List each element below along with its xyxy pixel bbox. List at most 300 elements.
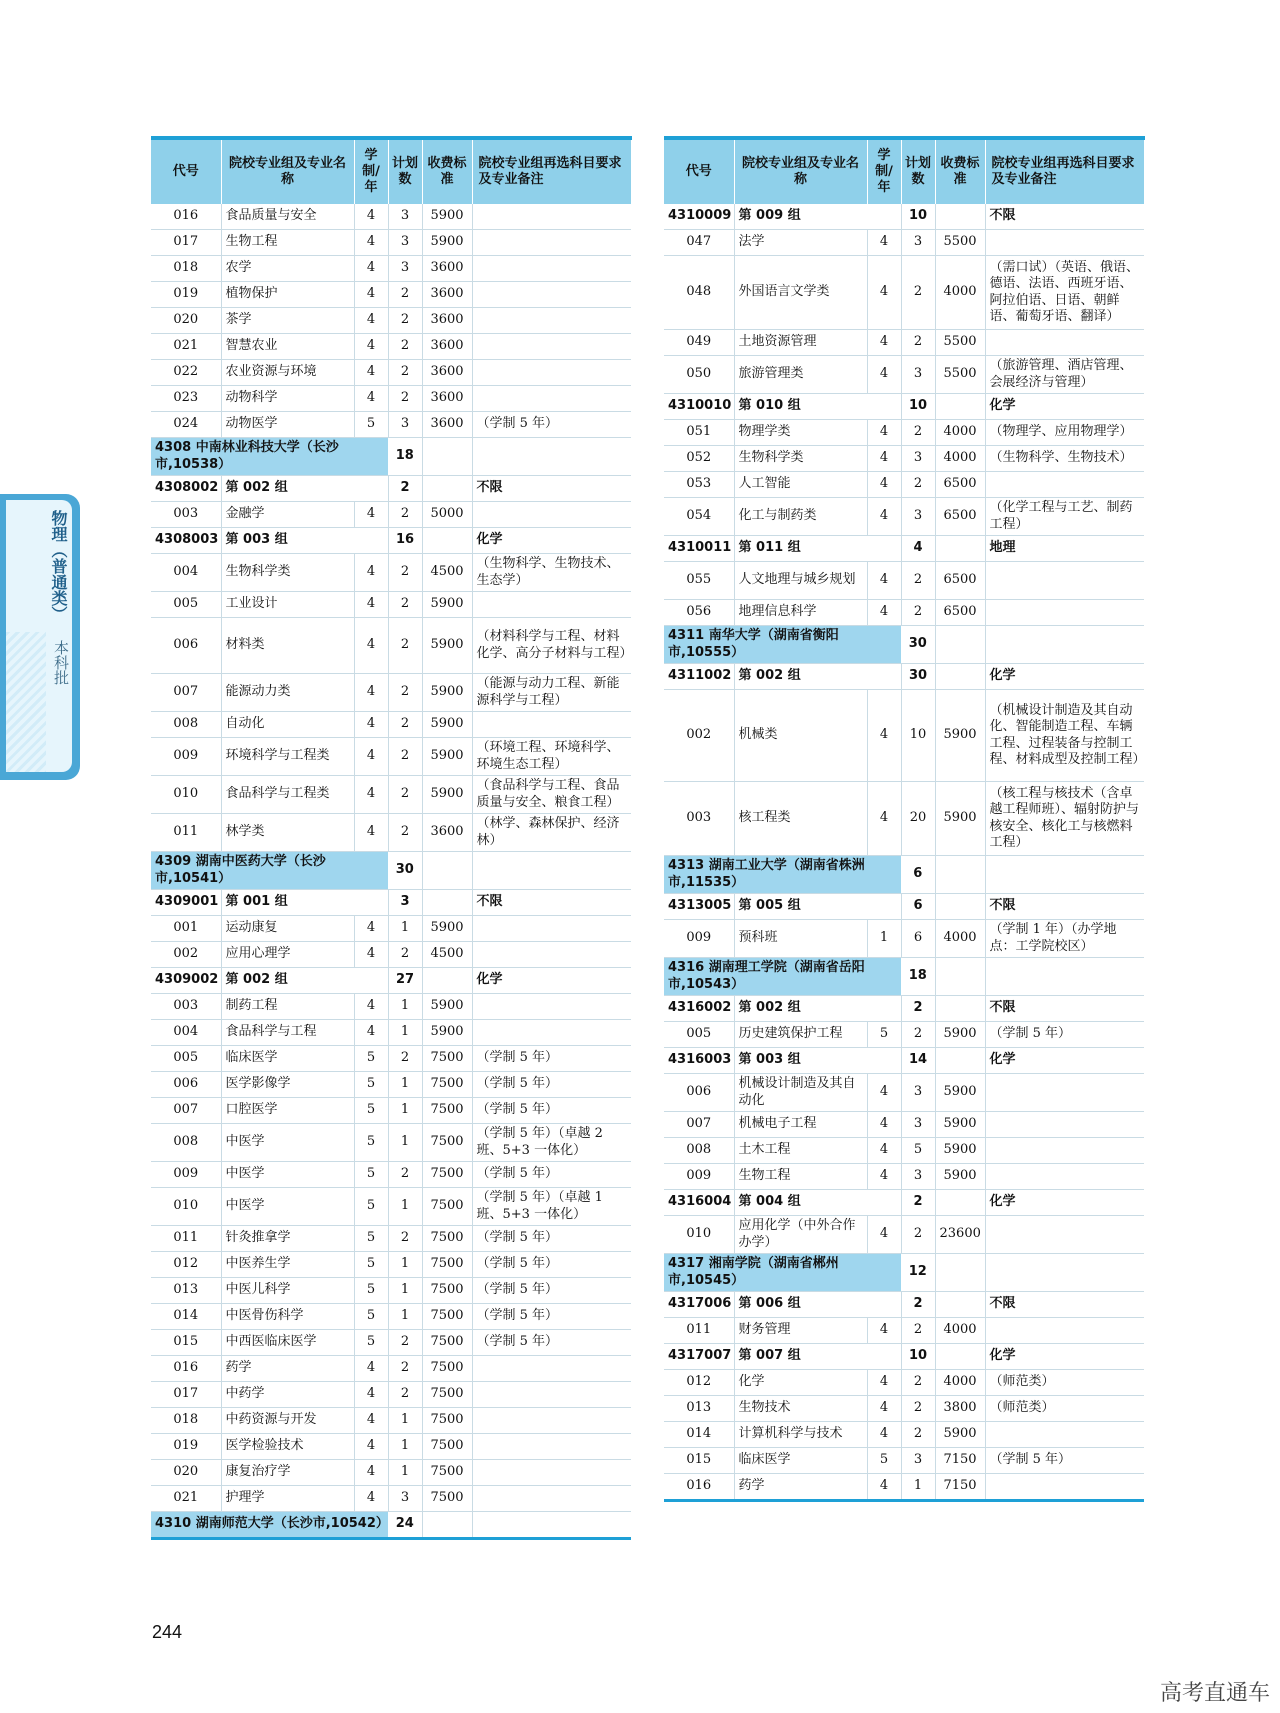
group-subject-requirement: 不限 bbox=[472, 476, 631, 502]
major-name: 中药学 bbox=[221, 1382, 354, 1408]
university-plan: 24 bbox=[388, 1512, 422, 1539]
major-fee: 5900 bbox=[422, 618, 472, 674]
major-years: 4 bbox=[867, 1216, 901, 1254]
major-code: 012 bbox=[664, 1370, 734, 1396]
major-plan: 2 bbox=[901, 1216, 935, 1254]
major-years: 5 bbox=[354, 1330, 388, 1356]
major-name: 化工与制药类 bbox=[734, 498, 867, 536]
major-name: 机械电子工程 bbox=[734, 1112, 867, 1138]
empty-cell bbox=[422, 1512, 472, 1539]
group-plan: 2 bbox=[901, 1292, 935, 1318]
major-plan: 2 bbox=[901, 1396, 935, 1422]
major-plan: 2 bbox=[388, 1046, 422, 1072]
major-note: （学制 5 年） bbox=[472, 1304, 631, 1330]
major-row bbox=[151, 308, 631, 334]
major-code: 053 bbox=[664, 472, 734, 498]
group-name: 第 002 组 bbox=[221, 476, 388, 502]
major-years: 5 bbox=[354, 1072, 388, 1098]
group-code: 4308002 bbox=[151, 476, 221, 502]
major-years: 4 bbox=[354, 1460, 388, 1486]
major-plan: 2 bbox=[388, 360, 422, 386]
group-row bbox=[151, 528, 631, 554]
left-admission-table bbox=[151, 136, 632, 1540]
major-plan: 2 bbox=[388, 814, 422, 852]
major-plan: 5 bbox=[901, 1138, 935, 1164]
major-years: 1 bbox=[867, 920, 901, 958]
university-plan: 18 bbox=[901, 958, 935, 996]
major-row bbox=[151, 1124, 631, 1162]
major-plan: 1 bbox=[388, 1460, 422, 1486]
major-name: 旅游管理类 bbox=[734, 356, 867, 394]
side-tab-hatch bbox=[6, 632, 46, 772]
major-name: 财务管理 bbox=[734, 1318, 867, 1344]
major-name: 土地资源管理 bbox=[734, 330, 867, 356]
major-note bbox=[472, 282, 631, 308]
major-years: 5 bbox=[354, 1188, 388, 1226]
major-plan: 2 bbox=[388, 1330, 422, 1356]
group-row bbox=[664, 1292, 1144, 1318]
major-fee: 7500 bbox=[422, 1226, 472, 1252]
major-years: 4 bbox=[354, 738, 388, 776]
major-plan: 10 bbox=[901, 690, 935, 782]
major-code: 014 bbox=[664, 1422, 734, 1448]
major-plan: 3 bbox=[901, 1112, 935, 1138]
major-note bbox=[472, 256, 631, 282]
major-code: 008 bbox=[151, 712, 221, 738]
university-plan: 30 bbox=[388, 852, 422, 890]
group-row bbox=[151, 476, 631, 502]
group-row bbox=[664, 1190, 1144, 1216]
major-years: 4 bbox=[354, 308, 388, 334]
empty-cell bbox=[935, 996, 985, 1022]
major-fee: 4000 bbox=[935, 1370, 985, 1396]
section-side-tab bbox=[0, 494, 80, 780]
group-plan: 2 bbox=[388, 476, 422, 502]
major-code: 015 bbox=[664, 1448, 734, 1474]
major-years: 4 bbox=[867, 446, 901, 472]
major-name: 农学 bbox=[221, 256, 354, 282]
major-row bbox=[664, 1074, 1144, 1112]
major-fee: 7500 bbox=[422, 1046, 472, 1072]
university-row bbox=[151, 1512, 631, 1539]
major-fee: 4000 bbox=[935, 256, 985, 330]
major-years: 4 bbox=[354, 1408, 388, 1434]
major-code: 047 bbox=[664, 230, 734, 256]
university-row bbox=[664, 626, 1144, 664]
major-plan: 3 bbox=[901, 1448, 935, 1474]
major-name: 外国语言文学类 bbox=[734, 256, 867, 330]
header-years: 学制/年 bbox=[354, 138, 388, 204]
major-row bbox=[664, 690, 1144, 782]
major-row bbox=[151, 256, 631, 282]
major-fee: 7500 bbox=[422, 1486, 472, 1512]
major-note bbox=[472, 592, 631, 618]
group-code: 4313005 bbox=[664, 894, 734, 920]
major-row bbox=[664, 1112, 1144, 1138]
major-code: 014 bbox=[151, 1304, 221, 1330]
major-code: 009 bbox=[664, 920, 734, 958]
major-fee: 7150 bbox=[935, 1474, 985, 1501]
group-row bbox=[664, 536, 1144, 562]
major-note: （能源与动力工程、新能源科学与工程） bbox=[472, 674, 631, 712]
major-code: 048 bbox=[664, 256, 734, 330]
major-note bbox=[985, 1474, 1144, 1501]
major-row bbox=[151, 1486, 631, 1512]
major-name: 土木工程 bbox=[734, 1138, 867, 1164]
group-subject-requirement: 不限 bbox=[985, 1292, 1144, 1318]
group-row bbox=[664, 394, 1144, 420]
major-row bbox=[151, 592, 631, 618]
major-name: 茶学 bbox=[221, 308, 354, 334]
major-row bbox=[151, 1098, 631, 1124]
major-note bbox=[472, 942, 631, 968]
major-years: 4 bbox=[354, 776, 388, 814]
major-code: 004 bbox=[151, 1020, 221, 1046]
major-name: 针灸推拿学 bbox=[221, 1226, 354, 1252]
major-years: 4 bbox=[354, 1020, 388, 1046]
major-code: 016 bbox=[664, 1474, 734, 1501]
university-row bbox=[664, 958, 1144, 996]
major-code: 012 bbox=[151, 1252, 221, 1278]
major-years: 4 bbox=[867, 1474, 901, 1501]
major-years: 5 bbox=[354, 1226, 388, 1252]
major-years: 4 bbox=[354, 994, 388, 1020]
major-name: 人工智能 bbox=[734, 472, 867, 498]
major-row bbox=[151, 618, 631, 674]
major-name: 工业设计 bbox=[221, 592, 354, 618]
major-code: 052 bbox=[664, 446, 734, 472]
empty-cell bbox=[935, 204, 985, 230]
side-tab-title: 物理（普通类） bbox=[49, 510, 68, 622]
major-plan: 1 bbox=[388, 1278, 422, 1304]
major-fee: 6500 bbox=[935, 562, 985, 600]
university-row bbox=[151, 852, 631, 890]
empty-cell bbox=[935, 1190, 985, 1216]
group-plan: 2 bbox=[901, 1190, 935, 1216]
major-row bbox=[151, 412, 631, 438]
major-code: 019 bbox=[151, 1434, 221, 1460]
empty-cell bbox=[935, 1254, 985, 1292]
major-plan: 3 bbox=[901, 230, 935, 256]
major-fee: 7500 bbox=[422, 1460, 472, 1486]
empty-cell bbox=[935, 536, 985, 562]
major-fee: 4500 bbox=[422, 554, 472, 592]
major-note bbox=[472, 1356, 631, 1382]
right-table-body bbox=[664, 204, 1144, 1501]
major-years: 4 bbox=[867, 1138, 901, 1164]
major-fee: 7500 bbox=[422, 1124, 472, 1162]
major-note bbox=[472, 1460, 631, 1486]
major-years: 4 bbox=[867, 1318, 901, 1344]
major-name: 环境科学与工程类 bbox=[221, 738, 354, 776]
major-code: 002 bbox=[151, 942, 221, 968]
major-name: 生物科学类 bbox=[221, 554, 354, 592]
major-note bbox=[985, 1074, 1144, 1112]
group-subject-requirement: 化学 bbox=[985, 664, 1144, 690]
group-subject-requirement: 不限 bbox=[472, 890, 631, 916]
major-years: 4 bbox=[354, 814, 388, 852]
group-plan: 10 bbox=[901, 394, 935, 420]
major-years: 5 bbox=[354, 1124, 388, 1162]
major-name: 预科班 bbox=[734, 920, 867, 958]
major-row bbox=[664, 498, 1144, 536]
major-code: 002 bbox=[664, 690, 734, 782]
major-name: 核工程类 bbox=[734, 782, 867, 856]
major-name: 农业资源与环境 bbox=[221, 360, 354, 386]
major-code: 013 bbox=[664, 1396, 734, 1422]
major-plan: 2 bbox=[901, 256, 935, 330]
major-fee: 4000 bbox=[935, 446, 985, 472]
major-fee: 5900 bbox=[935, 690, 985, 782]
major-years: 4 bbox=[354, 1434, 388, 1460]
major-row bbox=[664, 256, 1144, 330]
major-fee: 5000 bbox=[422, 502, 472, 528]
major-years: 4 bbox=[867, 690, 901, 782]
major-code: 003 bbox=[664, 782, 734, 856]
major-name: 药学 bbox=[734, 1474, 867, 1501]
major-plan: 2 bbox=[901, 1370, 935, 1396]
major-name: 口腔医学 bbox=[221, 1098, 354, 1124]
major-fee: 7500 bbox=[422, 1188, 472, 1226]
empty-cell bbox=[985, 1254, 1144, 1292]
major-note: （学制 1 年）（办学地点：工学院校区） bbox=[985, 920, 1144, 958]
major-plan: 2 bbox=[388, 618, 422, 674]
major-note: （学制 5 年）（卓越 2 班、5+3 一体化） bbox=[472, 1124, 631, 1162]
major-name: 计算机科学与技术 bbox=[734, 1422, 867, 1448]
group-subject-requirement: 化学 bbox=[985, 1048, 1144, 1074]
major-years: 5 bbox=[354, 412, 388, 438]
major-years: 4 bbox=[354, 256, 388, 282]
header-fee: 收费标准 bbox=[422, 138, 472, 204]
group-code: 4311002 bbox=[664, 664, 734, 690]
major-fee: 5500 bbox=[935, 330, 985, 356]
major-plan: 2 bbox=[388, 554, 422, 592]
university-name: 4317 湘南学院（湖南省郴州市,10545） bbox=[664, 1254, 901, 1292]
major-row bbox=[151, 282, 631, 308]
major-years: 4 bbox=[867, 472, 901, 498]
major-fee: 4500 bbox=[422, 942, 472, 968]
table-header-row bbox=[664, 138, 1144, 204]
major-years: 4 bbox=[354, 554, 388, 592]
university-row bbox=[664, 1254, 1144, 1292]
major-code: 056 bbox=[664, 600, 734, 626]
major-fee: 23600 bbox=[935, 1216, 985, 1254]
major-note bbox=[985, 562, 1144, 600]
major-code: 018 bbox=[151, 256, 221, 282]
major-note: （学制 5 年） bbox=[472, 1226, 631, 1252]
empty-cell bbox=[472, 1512, 631, 1539]
major-years: 4 bbox=[867, 498, 901, 536]
university-plan: 6 bbox=[901, 856, 935, 894]
group-subject-requirement: 化学 bbox=[985, 1190, 1144, 1216]
group-subject-requirement: 化学 bbox=[985, 1344, 1144, 1370]
major-note: （学制 5 年） bbox=[985, 1448, 1144, 1474]
major-note: （生物科学、生物技术） bbox=[985, 446, 1144, 472]
major-note bbox=[472, 204, 631, 230]
major-fee: 7500 bbox=[422, 1434, 472, 1460]
major-fee: 7500 bbox=[422, 1408, 472, 1434]
header-years: 学制/年 bbox=[867, 138, 901, 204]
empty-cell bbox=[935, 1048, 985, 1074]
major-row bbox=[151, 1252, 631, 1278]
major-code: 007 bbox=[151, 674, 221, 712]
major-fee: 5900 bbox=[935, 1422, 985, 1448]
major-code: 008 bbox=[664, 1138, 734, 1164]
group-plan: 6 bbox=[901, 894, 935, 920]
major-years: 4 bbox=[354, 360, 388, 386]
major-plan: 3 bbox=[901, 1164, 935, 1190]
major-code: 005 bbox=[151, 592, 221, 618]
major-fee: 5900 bbox=[422, 712, 472, 738]
group-plan: 30 bbox=[901, 664, 935, 690]
major-plan: 1 bbox=[388, 1434, 422, 1460]
group-row bbox=[664, 996, 1144, 1022]
major-name: 机械类 bbox=[734, 690, 867, 782]
major-row bbox=[664, 1022, 1144, 1048]
major-note bbox=[985, 1164, 1144, 1190]
major-note: （材料科学与工程、材料化学、高分子材料与工程） bbox=[472, 618, 631, 674]
major-note bbox=[472, 1382, 631, 1408]
header-plan: 计划数 bbox=[388, 138, 422, 204]
major-code: 016 bbox=[151, 1356, 221, 1382]
major-years: 4 bbox=[867, 1396, 901, 1422]
group-name: 第 005 组 bbox=[734, 894, 901, 920]
major-fee: 7500 bbox=[422, 1304, 472, 1330]
major-note bbox=[472, 1434, 631, 1460]
major-note bbox=[472, 1408, 631, 1434]
major-name: 中药资源与开发 bbox=[221, 1408, 354, 1434]
group-name: 第 002 组 bbox=[734, 664, 901, 690]
major-plan: 2 bbox=[901, 600, 935, 626]
major-plan: 20 bbox=[901, 782, 935, 856]
major-plan: 2 bbox=[388, 712, 422, 738]
major-plan: 3 bbox=[388, 1486, 422, 1512]
major-name: 中医学 bbox=[221, 1124, 354, 1162]
major-fee: 5900 bbox=[422, 592, 472, 618]
major-plan: 1 bbox=[388, 1252, 422, 1278]
header-note: 院校专业组再选科目要求及专业备注 bbox=[472, 138, 631, 204]
group-row bbox=[664, 1344, 1144, 1370]
major-code: 049 bbox=[664, 330, 734, 356]
major-note: （学制 5 年）（卓越 1 班、5+3 一体化） bbox=[472, 1188, 631, 1226]
major-row bbox=[151, 1356, 631, 1382]
major-plan: 2 bbox=[901, 420, 935, 446]
major-code: 008 bbox=[151, 1124, 221, 1162]
major-name: 物理学类 bbox=[734, 420, 867, 446]
major-code: 051 bbox=[664, 420, 734, 446]
empty-cell bbox=[935, 664, 985, 690]
major-plan: 1 bbox=[388, 1188, 422, 1226]
major-row bbox=[664, 600, 1144, 626]
major-note: （学制 5 年） bbox=[472, 1046, 631, 1072]
major-years: 4 bbox=[867, 330, 901, 356]
major-name: 中医学 bbox=[221, 1162, 354, 1188]
major-row bbox=[664, 1474, 1144, 1501]
major-note: （核工程与核技术（含卓越工程师班）、辐射防护与核安全、核化工与核燃料工程） bbox=[985, 782, 1144, 856]
major-fee: 3800 bbox=[935, 1396, 985, 1422]
major-note bbox=[472, 360, 631, 386]
major-row bbox=[151, 334, 631, 360]
major-fee: 4000 bbox=[935, 420, 985, 446]
group-code: 4317006 bbox=[664, 1292, 734, 1318]
major-fee: 3600 bbox=[422, 256, 472, 282]
group-code: 4316003 bbox=[664, 1048, 734, 1074]
major-row bbox=[151, 994, 631, 1020]
major-row bbox=[151, 554, 631, 592]
major-plan: 3 bbox=[901, 1074, 935, 1112]
major-plan: 2 bbox=[388, 502, 422, 528]
empty-cell bbox=[985, 856, 1144, 894]
major-plan: 2 bbox=[388, 1162, 422, 1188]
major-years: 4 bbox=[867, 420, 901, 446]
group-subject-requirement: 化学 bbox=[985, 394, 1144, 420]
major-plan: 2 bbox=[901, 330, 935, 356]
major-code: 021 bbox=[151, 334, 221, 360]
major-years: 4 bbox=[354, 230, 388, 256]
group-name: 第 009 组 bbox=[734, 204, 901, 230]
major-row bbox=[151, 1408, 631, 1434]
major-name: 历史建筑保护工程 bbox=[734, 1022, 867, 1048]
left-table-body bbox=[151, 204, 631, 1539]
university-plan: 12 bbox=[901, 1254, 935, 1292]
major-code: 009 bbox=[151, 738, 221, 776]
group-code: 4310010 bbox=[664, 394, 734, 420]
group-row bbox=[664, 1048, 1144, 1074]
major-note bbox=[472, 386, 631, 412]
empty-cell bbox=[985, 958, 1144, 996]
major-years: 4 bbox=[354, 674, 388, 712]
major-row bbox=[151, 1330, 631, 1356]
group-plan: 10 bbox=[901, 1344, 935, 1370]
major-name: 临床医学 bbox=[221, 1046, 354, 1072]
major-name: 护理学 bbox=[221, 1486, 354, 1512]
group-name: 第 002 组 bbox=[734, 996, 901, 1022]
major-name: 应用化学（中外合作办学） bbox=[734, 1216, 867, 1254]
major-plan: 3 bbox=[388, 256, 422, 282]
major-code: 003 bbox=[151, 502, 221, 528]
major-row bbox=[151, 1226, 631, 1252]
major-plan: 3 bbox=[388, 204, 422, 230]
major-code: 021 bbox=[151, 1486, 221, 1512]
major-name: 中医骨伤科学 bbox=[221, 1304, 354, 1330]
major-years: 4 bbox=[867, 1112, 901, 1138]
major-note bbox=[985, 330, 1144, 356]
major-years: 4 bbox=[867, 1164, 901, 1190]
major-name: 生物工程 bbox=[734, 1164, 867, 1190]
major-note bbox=[472, 1486, 631, 1512]
empty-cell bbox=[935, 894, 985, 920]
major-code: 023 bbox=[151, 386, 221, 412]
major-name: 中医儿科学 bbox=[221, 1278, 354, 1304]
major-fee: 5900 bbox=[422, 916, 472, 942]
major-years: 4 bbox=[867, 1422, 901, 1448]
major-row bbox=[664, 1164, 1144, 1190]
university-name: 4308 中南林业科技大学（长沙市,10538） bbox=[151, 438, 388, 476]
group-name: 第 003 组 bbox=[221, 528, 388, 554]
empty-cell bbox=[472, 852, 631, 890]
major-years: 4 bbox=[867, 230, 901, 256]
major-name: 地理信息科学 bbox=[734, 600, 867, 626]
university-row bbox=[151, 438, 631, 476]
group-name: 第 011 组 bbox=[734, 536, 901, 562]
major-name: 医学影像学 bbox=[221, 1072, 354, 1098]
major-note bbox=[985, 1138, 1144, 1164]
major-fee: 5900 bbox=[935, 1022, 985, 1048]
major-years: 4 bbox=[354, 618, 388, 674]
major-note: （物理学、应用物理学） bbox=[985, 420, 1144, 446]
major-fee: 6500 bbox=[935, 472, 985, 498]
major-fee: 5900 bbox=[422, 1020, 472, 1046]
